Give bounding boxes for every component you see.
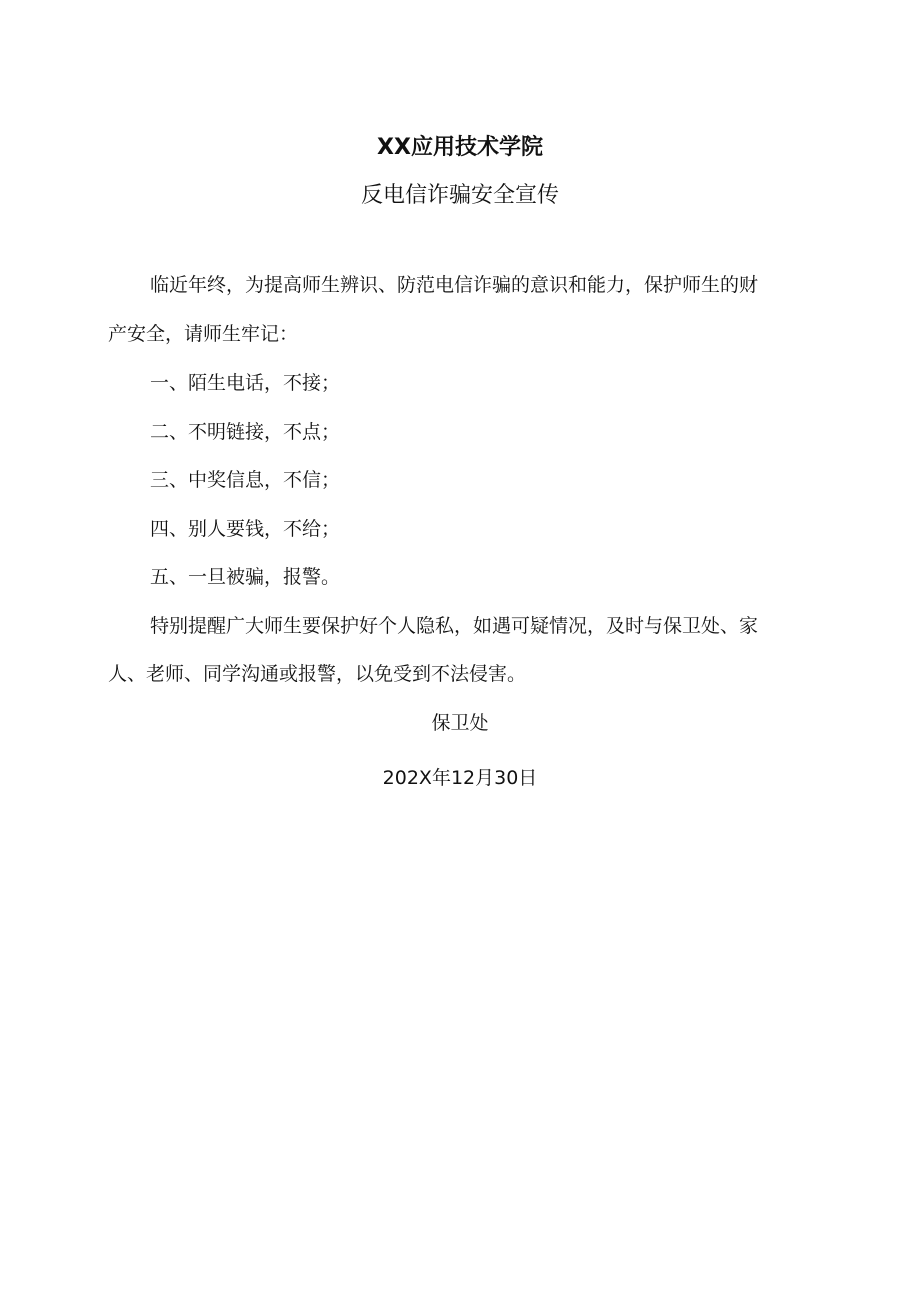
document-title: XX应用技术学院	[377, 135, 543, 160]
document-subtitle: 反电信诈骗安全宣传	[360, 183, 559, 208]
document-date: 202X年12月30日	[382, 767, 538, 789]
reminder-paragraph-line-2: 人、老师、同学沟通或报警，以免受到不法侵害。	[108, 663, 527, 685]
list-item: 五、一旦被骗，报警。	[150, 566, 341, 588]
list-item: 三、中奖信息，不信；	[150, 469, 341, 491]
intro-paragraph-line-1: 临近年终，为提高师生辨识、防范电信诈骗的意识和能力，保护师生的财	[150, 274, 759, 296]
reminder-paragraph-line-1: 特别提醒广大师生要保护好个人隐私，如遇可疑情况，及时与保卫处、家	[150, 615, 759, 637]
intro-paragraph-line-2: 产安全，请师生牢记：	[108, 323, 299, 345]
signature: 保卫处	[431, 712, 489, 734]
list-item: 一、陌生电话，不接；	[150, 372, 341, 394]
list-item: 四、别人要钱，不给；	[150, 518, 341, 540]
list-item: 二、不明链接，不点；	[150, 421, 341, 443]
